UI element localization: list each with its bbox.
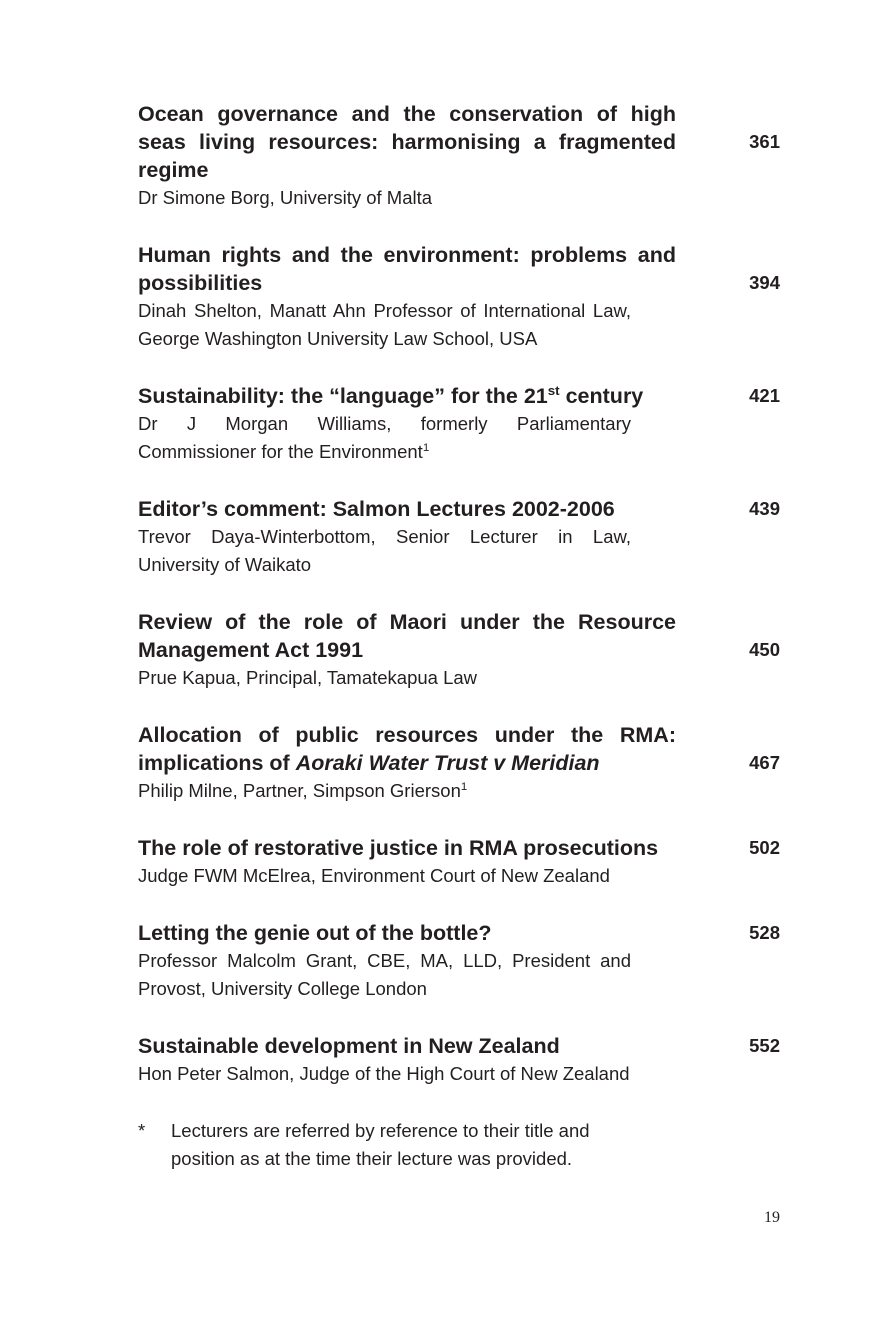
footnote-reference: 1 <box>422 441 430 454</box>
entry-title: Ocean governance and the conservation of high seas living resources: harmonising a fragmented regime <box>138 102 676 182</box>
entry-page-number: 552 <box>749 1035 780 1056</box>
toc-entry <box>138 608 780 692</box>
footnote-reference: 1 <box>460 780 468 793</box>
footnote <box>138 1117 631 1173</box>
entry-page-number: 450 <box>749 639 780 660</box>
entry-page-number: 467 <box>749 752 780 773</box>
toc-entry <box>138 919 780 1003</box>
table-of-contents <box>138 100 780 1173</box>
toc-entry <box>138 721 780 805</box>
entry-author: Trevor Daya-Winterbottom, Senior Lecturer in Law, University of Waikato <box>138 526 631 575</box>
entry-author: Judge FWM McElrea, Environment Court of New Zealand <box>138 865 610 886</box>
toc-entry <box>138 1032 780 1088</box>
footnote-mark: * <box>138 1120 146 1141</box>
entry-title-text: Allocation of public resources under the RMA: implications of <box>138 723 676 775</box>
entry-author: Dinah Shelton, Manatt Ahn Professor of International Law, George Washington University Law School, USA <box>138 300 631 349</box>
entry-page-number: 394 <box>749 272 780 293</box>
entry-author <box>138 410 631 466</box>
entry-author: Professor Malcolm Grant, CBE, MA, LLD, President and Provost, University College London <box>138 950 631 999</box>
footnote-text: Lecturers are referred by reference to their title and position as at the time their lecture was provided. <box>171 1120 590 1169</box>
entry-author <box>138 777 631 805</box>
toc-entry <box>138 241 780 353</box>
entry-page-number: 421 <box>749 385 780 406</box>
entry-title <box>138 382 676 410</box>
entry-title <box>138 721 676 777</box>
toc-entry <box>138 382 780 466</box>
entry-title: Letting the genie out of the bottle? <box>138 921 492 945</box>
toc-entry <box>138 100 780 212</box>
entry-title-text: century <box>559 384 644 408</box>
entry-page-number: 502 <box>749 837 780 858</box>
entry-author-text: Dr J Morgan Williams, formerly Parliamentary Commissioner for the Environment <box>138 413 631 462</box>
entry-title: Sustainable development in New Zealand <box>138 1034 560 1058</box>
entry-author: Dr Simone Borg, University of Malta <box>138 187 433 208</box>
entry-title: The role of restorative justice in RMA prosecutions <box>138 836 659 860</box>
toc-entry <box>138 495 780 579</box>
entry-title: Review of the role of Maori under the Resource Management Act 1991 <box>138 610 676 662</box>
entry-title: Editor’s comment: Salmon Lectures 2002-2006 <box>138 497 615 521</box>
entry-author: Prue Kapua, Principal, Tamatekapua Law <box>138 667 478 688</box>
page-number: 19 <box>764 1209 780 1226</box>
entry-author: Hon Peter Salmon, Judge of the High Court of New Zealand <box>138 1063 630 1084</box>
toc-entry <box>138 834 780 890</box>
entry-page-number: 439 <box>749 498 780 519</box>
entry-page-number: 361 <box>749 131 780 152</box>
entry-page-number: 528 <box>749 922 780 943</box>
entry-title: Human rights and the environment: problems and possibilities <box>138 243 676 295</box>
entry-title-superscript: st <box>547 382 560 398</box>
entry-title-text: Sustainability: the “language” for the 21 <box>138 384 548 408</box>
entry-author-text: Philip Milne, Partner, Simpson Grierson <box>138 780 461 801</box>
entry-title-case-name: Aoraki Water Trust v Meridian <box>295 751 600 775</box>
